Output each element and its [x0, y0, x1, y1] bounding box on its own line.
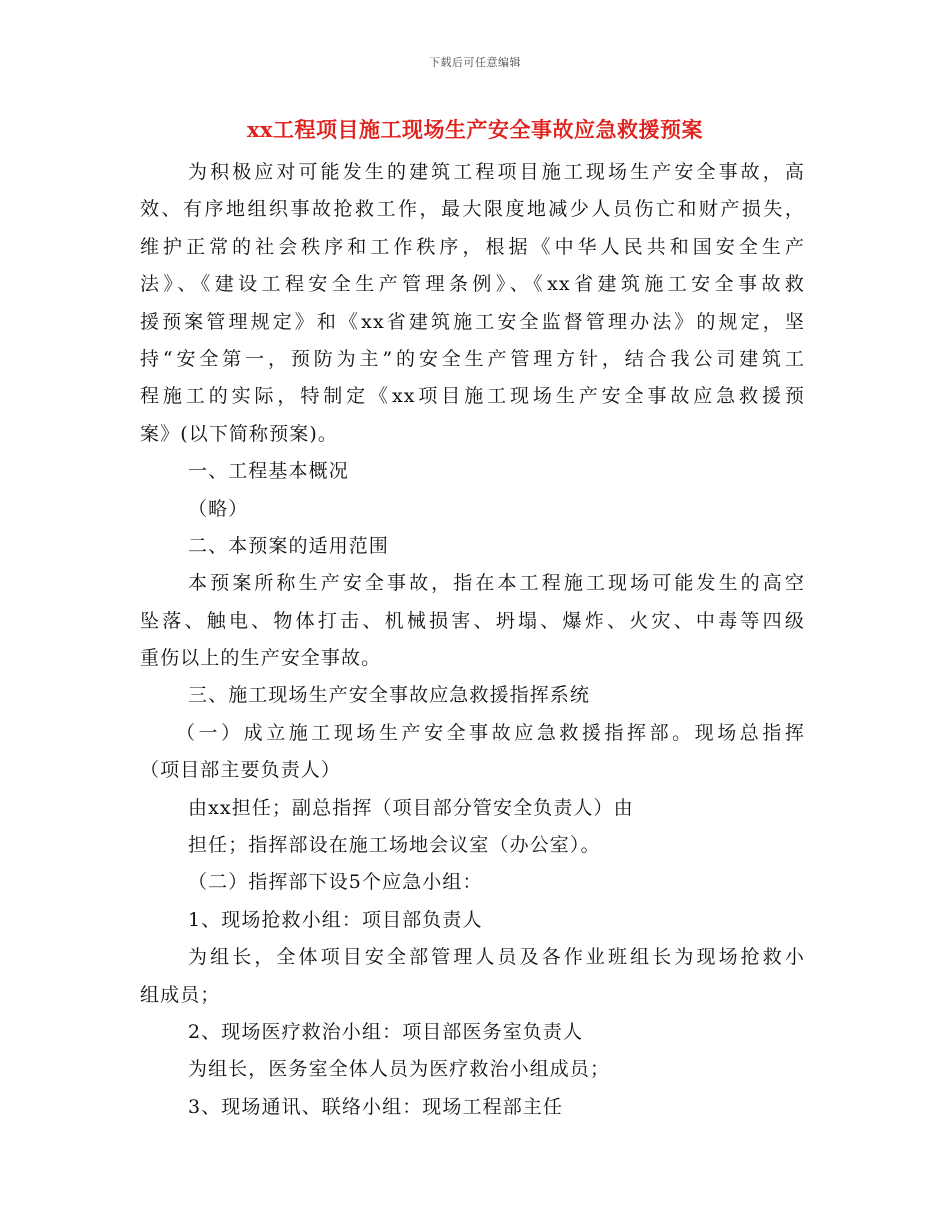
- paragraph-line: 为积极应对可能发生的建筑工程项目施工现场生产安全事故，高: [188, 161, 805, 183]
- paragraph-line: 坠落、触电、物体打击、机械损害、坍塌、爆炸、火灾、中毒等四级: [140, 609, 805, 632]
- paragraph-line: （项目部主要负责人）: [140, 759, 342, 782]
- paragraph-line: （二）指挥部下设5个应急小组：: [188, 871, 483, 894]
- document-title: xx工程项目施工现场生产安全事故应急救援预案: [246, 117, 704, 142]
- paragraph-line: 为组长，医务室全体人员为医疗救治小组成员；: [188, 1058, 611, 1081]
- paragraph-line: 重伤以上的生产安全事故。: [140, 647, 382, 670]
- header-note: 下载后可任意编辑: [429, 56, 521, 69]
- paragraph-line: 由xx担任；副总指挥（项目部分管安全负责人）由: [188, 796, 634, 819]
- paragraph-line: 维护正常的社会秩序和工作秩序，根据《中华人民共和国安全生产: [140, 235, 805, 258]
- paragraph-line: 为组长，全体项目安全部管理人员及各作业班组长为现场抢救小: [188, 946, 805, 969]
- section-heading: 二、本预案的适用范围: [188, 534, 390, 557]
- paragraph-line: 案》(以下简称预案)。: [140, 422, 338, 445]
- paragraph-line: 法》、《建设工程安全生产管理条例》、《xx省建筑施工安全事故救: [140, 273, 805, 296]
- paragraph-line: 1、现场抢救小组：项目部负责人: [188, 908, 483, 931]
- paragraph-line: 程施工的实际，特制定《xx项目施工现场生产安全事故应急救援预: [140, 385, 805, 408]
- paragraph-line: 3、现场通讯、联络小组：现场工程部主任: [188, 1095, 563, 1118]
- section-heading: 一、工程基本概况: [188, 460, 349, 483]
- paragraph-line: 2、现场医疗救治小组：项目部医务室负责人: [188, 1020, 584, 1043]
- paragraph-line: （一）成立施工现场生产安全事故应急救援指挥部。现场总指挥: [176, 721, 805, 744]
- paragraph-line: 持“安全第一，预防为主”的安全生产管理方针，结合我公司建筑工: [140, 347, 805, 370]
- paragraph-line: 本预案所称生产安全事故，指在本工程施工现场可能发生的高空: [188, 572, 805, 595]
- paragraph-line: （略）: [188, 497, 249, 520]
- section-heading: 三、施工现场生产安全事故应急救援指挥系统: [188, 684, 591, 707]
- paragraph-line: 援预案管理规定》和《xx省建筑施工安全监督管理办法》的规定，坚: [140, 310, 805, 333]
- paragraph-line: 效、有序地组织事故抢救工作，最大限度地减少人员伤亡和财产损失，: [140, 198, 805, 221]
- paragraph-line: 担任；指挥部设在施工场地会议室（办公室）。: [188, 834, 601, 857]
- document-body: [140, 154, 805, 1126]
- paragraph-line: 组成员；: [140, 983, 221, 1006]
